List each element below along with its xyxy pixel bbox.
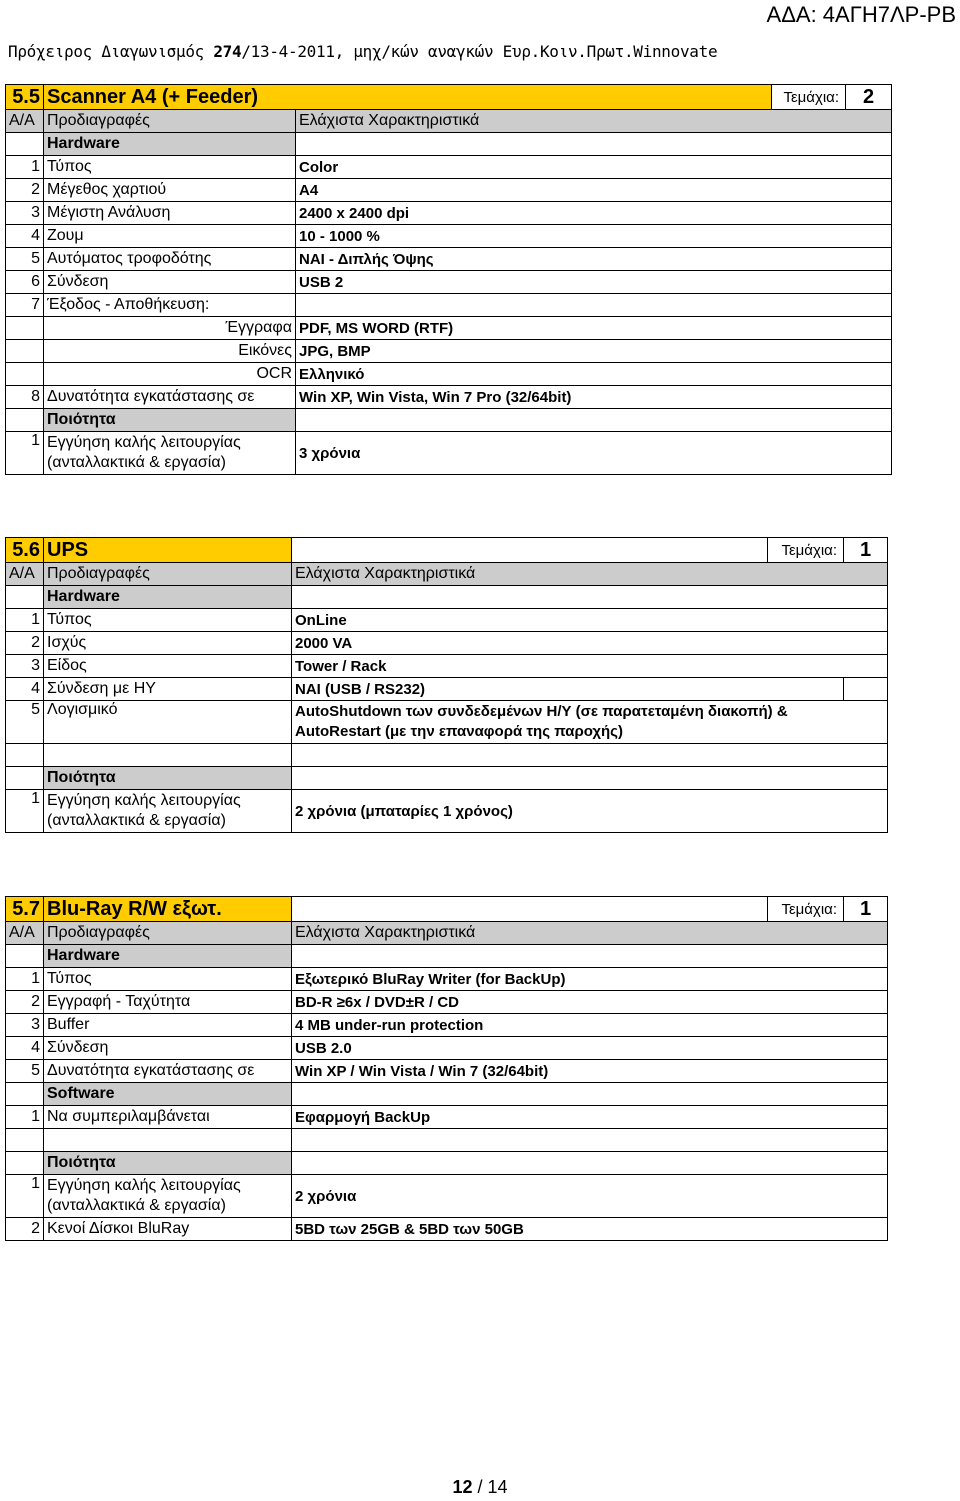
document-header: Πρόχειρος Διαγωνισμός 274/13-4-2011, μηχ/κών αναγκών Ευρ.Κοιν.Πρωτ.Winnovate xyxy=(8,42,718,61)
table-row: 1 Εγγύηση καλής λειτουργίας (ανταλλακτικά & εργασία) 2 χρόνια xyxy=(6,1175,888,1218)
col-spec: Προδιαγραφές xyxy=(44,110,296,133)
category-row xyxy=(6,586,888,609)
table-row: 1 Εγγύηση καλής λειτουργίας (ανταλλακτικά & εργασία) 2 χρόνια (μπαταρίες 1 χρόνος) xyxy=(6,790,888,833)
table-row: 1 Τύπος Color xyxy=(6,156,892,179)
quantity-label: Τεμάχια: xyxy=(772,85,846,110)
quantity-label: Τεμάχια: xyxy=(768,897,844,922)
table-row: 5 Λογισμικό AutoShutdown των συνδεδεμένων Η/Υ (σε παρατεταμένη διακοπή) & AutoRestart (με την επαναφορά της παροχής) xyxy=(6,701,888,744)
table-row: 8 Δυνατότητα εγκατάστασης σε Win XP, Win Vista, Win 7 Pro (32/64bit) xyxy=(6,386,892,409)
page-number: 12 / 14 xyxy=(452,1477,508,1497)
section-number: 5.7 xyxy=(6,897,44,922)
category-row xyxy=(6,1083,888,1106)
table-bluray xyxy=(5,896,888,1241)
category-quality: Ποιότητα xyxy=(44,767,292,790)
category-hardware: Hardware xyxy=(44,133,296,156)
category-quality: Ποιότητα xyxy=(44,409,296,432)
section-title: Scanner A4 (+ Feeder) xyxy=(44,85,772,110)
section-number: 5.5 xyxy=(6,85,44,110)
table-row: 3 Μέγιστη Ανάλυση 2400 x 2400 dpi xyxy=(6,202,892,225)
table-row: 1 Τύπος Εξωτερικό BluRay Writer (for BackUp) xyxy=(6,968,888,991)
table-row xyxy=(6,744,888,767)
column-header-row: Α/Α Προδιαγραφές Ελάχιστα Χαρακτηριστικά xyxy=(6,563,888,586)
table-row: 5 Αυτόματος τροφοδότης ΝΑΙ - Διπλής Όψης xyxy=(6,248,892,271)
category-quality: Ποιότητα xyxy=(44,1152,292,1175)
table-row: 4 Ζουμ 10 - 1000 % xyxy=(6,225,892,248)
section-title: Blu-Ray R/W εξωτ. xyxy=(44,897,292,922)
section-title-row xyxy=(6,538,888,563)
table-row: 2 Ισχύς 2000 VA xyxy=(6,632,888,655)
ada-code: ΑΔΑ: 4ΑΓΗ7ΛΡ-ΡΒ xyxy=(766,2,956,27)
column-header-row xyxy=(6,110,892,133)
section-title-row xyxy=(6,85,892,110)
col-aa: Α/Α xyxy=(6,110,44,133)
table-row: 2 Μέγεθος χαρτιού A4 xyxy=(6,179,892,202)
table-row: 3 Είδος Tower / Rack xyxy=(6,655,888,678)
column-header-row: Α/Α Προδιαγραφές Ελάχιστα Χαρακτηριστικά xyxy=(6,922,888,945)
section-title-row xyxy=(6,897,888,922)
category-hardware: Hardware xyxy=(44,945,292,968)
table-row: 4 Σύνδεση με ΗΥ NAI (USB / RS232) xyxy=(6,678,888,701)
table-row: 1 Τύπος OnLine xyxy=(6,609,888,632)
table-scanner xyxy=(5,84,892,475)
quantity-value: 1 xyxy=(844,538,888,563)
category-row xyxy=(6,945,888,968)
table-row: 7 Έξοδος - Αποθήκευση: xyxy=(6,294,892,317)
category-hardware: Hardware xyxy=(44,586,292,609)
table-row: 5 Δυνατότητα εγκατάστασης σε Win XP / Win Vista / Win 7 (32/64bit) xyxy=(6,1060,888,1083)
table-ups xyxy=(5,537,888,833)
table-row: 2 Εγγραφή - Ταχύτητα BD-R ≥6x / DVD±R / CD xyxy=(6,991,888,1014)
table-row: 6 Σύνδεση USB 2 xyxy=(6,271,892,294)
quantity-label: Τεμάχια: xyxy=(768,538,844,563)
quantity-value: 1 xyxy=(844,897,888,922)
category-row xyxy=(6,133,892,156)
table-row: Έγγραφα PDF, MS WORD (RTF) xyxy=(6,317,892,340)
table-row: 1 Να συμπεριλαμβάνεται Εφαρμογή BackUp xyxy=(6,1106,888,1129)
section-title: UPS xyxy=(44,538,292,563)
table-row: Εικόνες JPG, BMP xyxy=(6,340,892,363)
table-row: 3 Buffer 4 MB under-run protection xyxy=(6,1014,888,1037)
category-row xyxy=(6,1152,888,1175)
category-row xyxy=(6,409,892,432)
table-row: 4 Σύνδεση USB 2.0 xyxy=(6,1037,888,1060)
table-row: 2 Κενοί Δίσκοι BluRay 5BD των 25GB & 5BD των 50GB xyxy=(6,1218,888,1241)
quantity-value: 2 xyxy=(846,85,892,110)
table-row: OCR Ελληνικό xyxy=(6,363,892,386)
category-row xyxy=(6,767,888,790)
table-row xyxy=(6,1129,888,1152)
col-min: Ελάχιστα Χαρακτηριστικά xyxy=(296,110,892,133)
category-software: Software xyxy=(44,1083,292,1106)
table-row: 1 Εγγύηση καλής λειτουργίας (ανταλλακτικά & εργασία) 3 χρόνια xyxy=(6,432,892,475)
section-number: 5.6 xyxy=(6,538,44,563)
